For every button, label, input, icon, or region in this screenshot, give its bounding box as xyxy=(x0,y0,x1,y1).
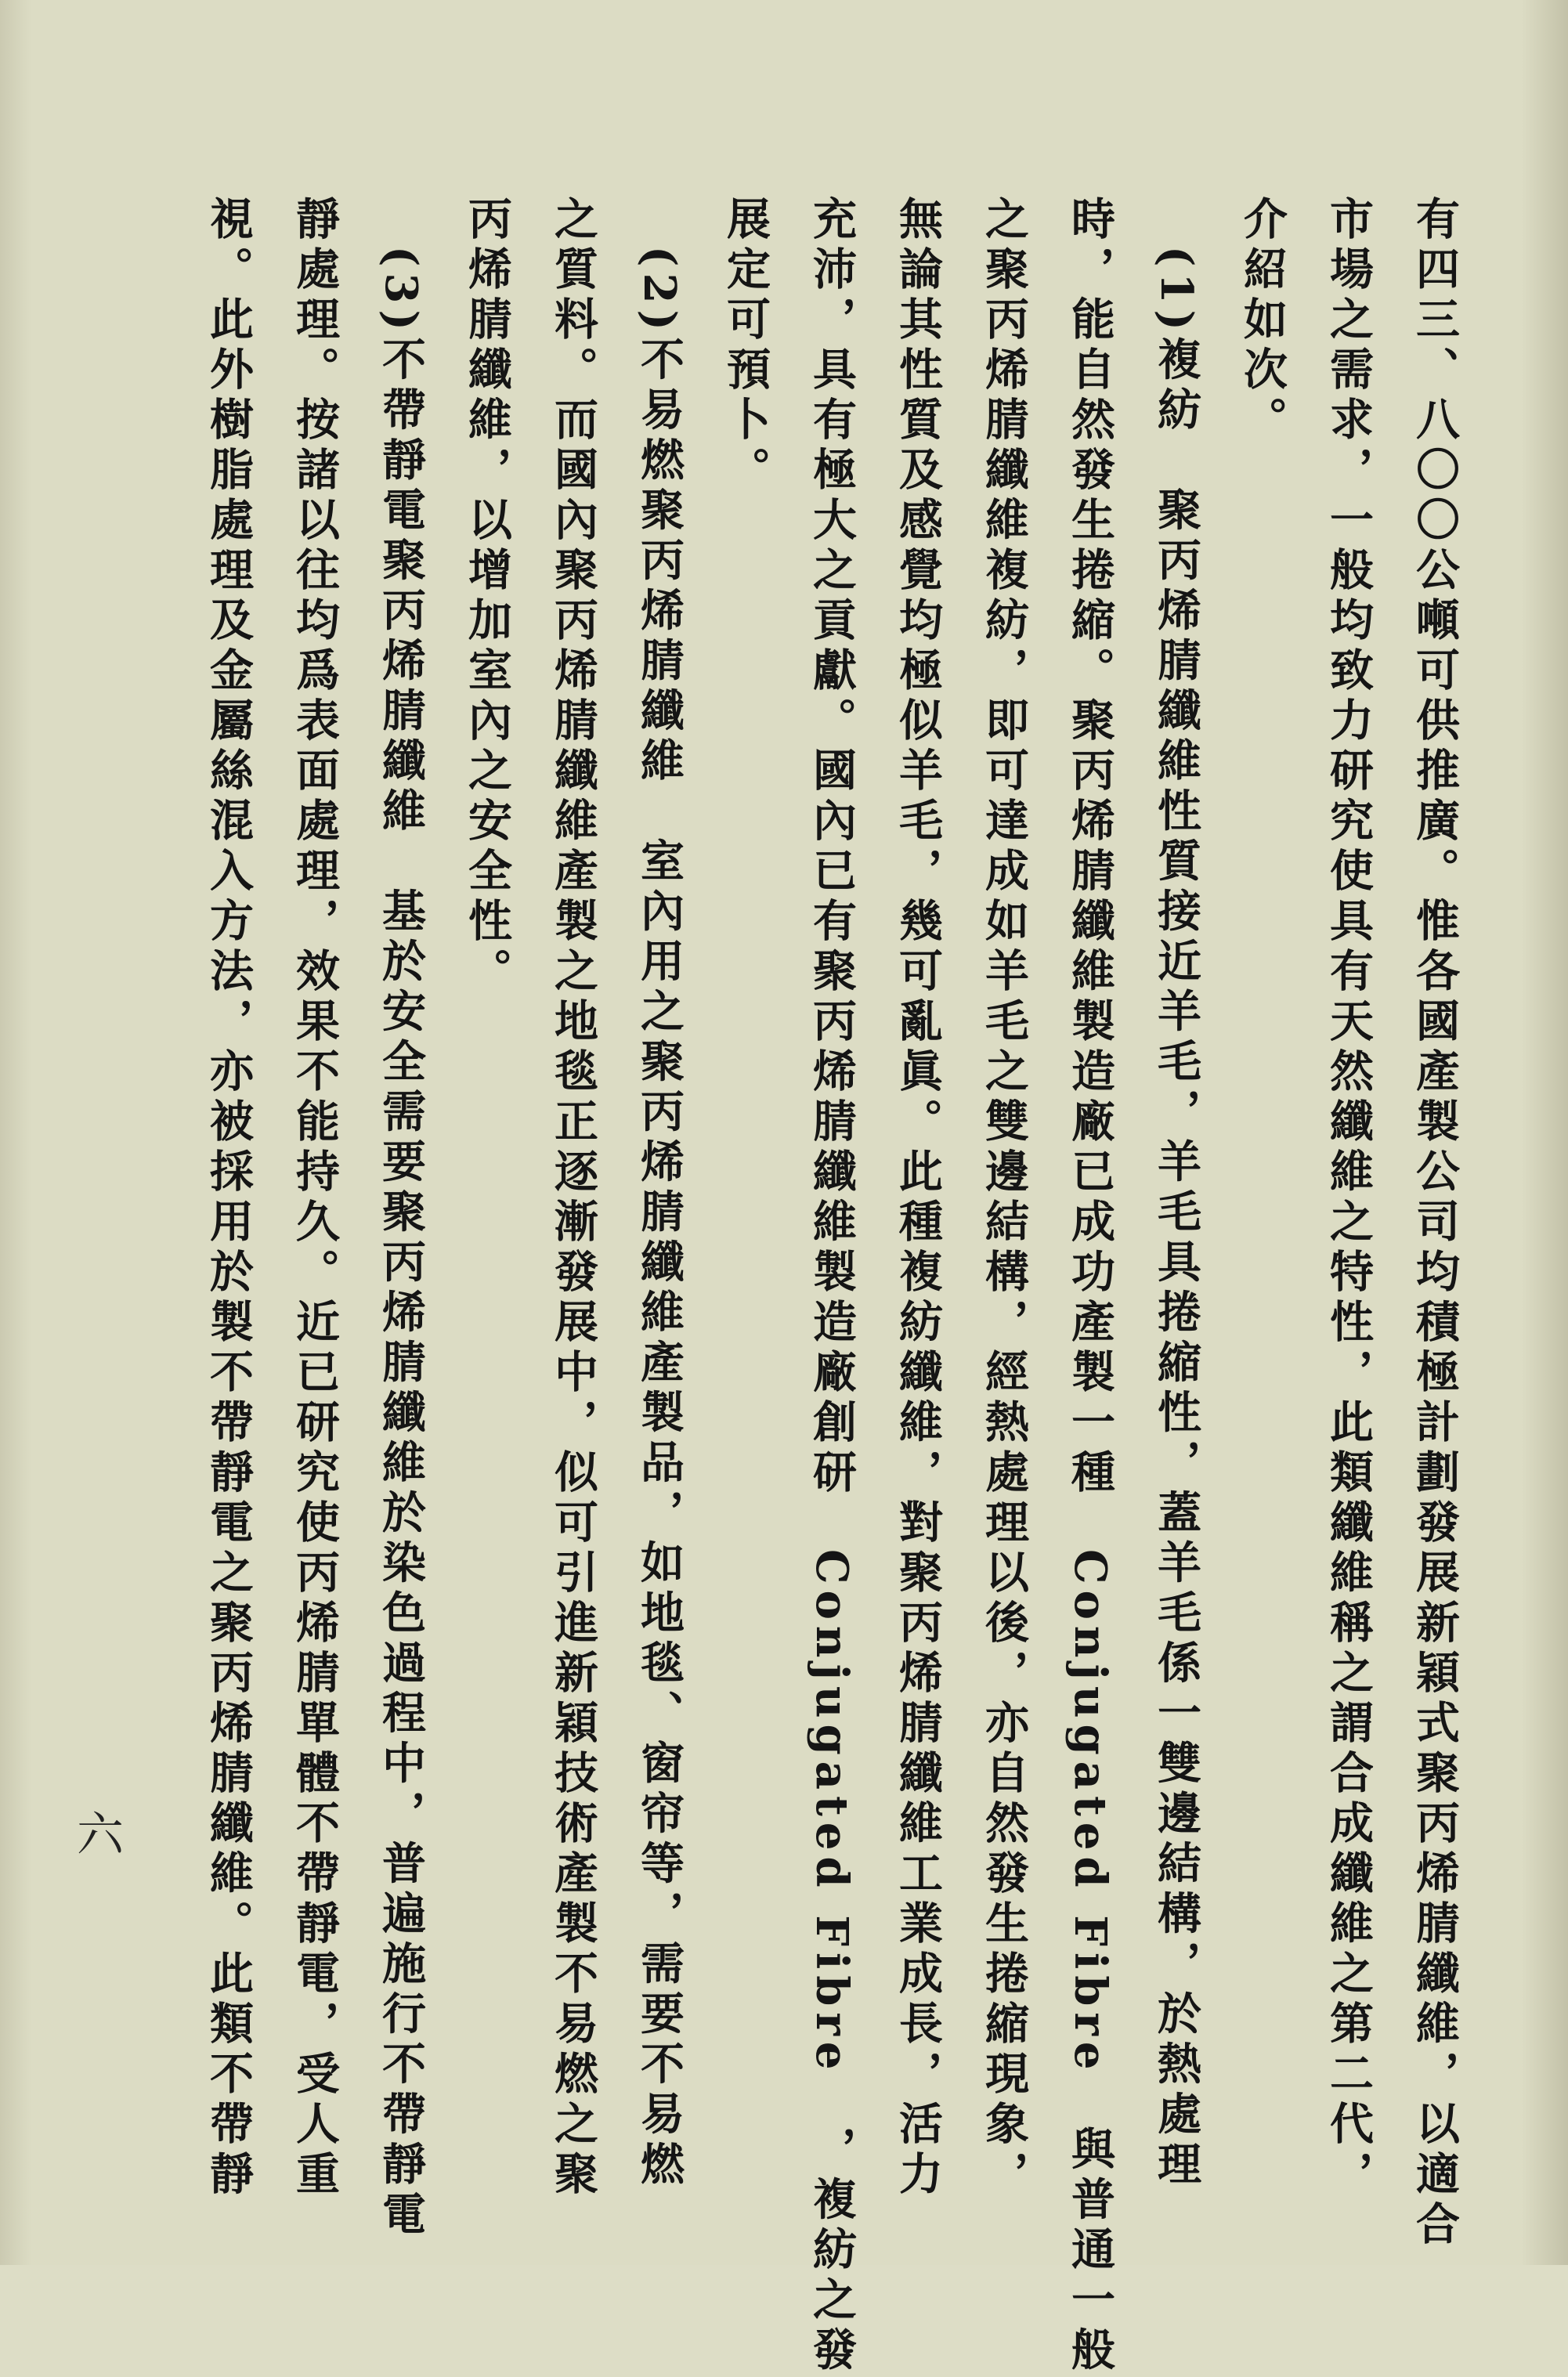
text-column-5: 時，能自然發生捲縮。聚丙烯腈纖維製造廠已成功產製一種 Conjugated Fibre 與普通一般 xyxy=(1064,196,1116,2377)
text-column-15: 視。此外樹脂處理及金屬絲混入方法，亦被採用於製不帶靜電之聚丙烯腈纖維。此類不帶靜 xyxy=(203,196,255,2201)
text-column-8: 充沛，具有極大之貢獻。國內已有聚丙烯腈纖維製造廠創研 Conjugated Fibre ，複紡之發 xyxy=(806,196,858,2377)
text-column-12: 丙烯腈纖維，以增加室內之安全性。 xyxy=(461,196,513,998)
vertical-text-block xyxy=(186,196,1478,2377)
text-column-6: 之聚丙烯腈纖維複紡，即可達成如羊毛之雙邊結構，經熱處理以後，亦自然發生捲縮現象， xyxy=(978,196,1030,2201)
text-column-7: 無論其性質及感覺均極似羊毛，幾可亂眞。此種複紡纖維，對聚丙烯腈纖維工業成長，活力 xyxy=(892,196,944,2201)
text-column-13: (3)不帶靜電聚丙烯腈纖維 基於安全需要聚丙烯腈纖維於染色過程中，普遍施行不帶靜電 xyxy=(375,196,427,2242)
text-column-3: 介紹如次。 xyxy=(1237,196,1288,446)
page-number: 六 xyxy=(69,1809,124,1856)
page-shadow-left xyxy=(0,0,31,2265)
text-column-9: 展定可預卜。 xyxy=(720,196,771,497)
text-column-4: (1)複紡 聚丙烯腈纖維性質接近羊毛，羊毛具捲縮性，蓋羊毛係一雙邊結構，於熱處理 xyxy=(1151,196,1202,2191)
text-column-1: 有四三、八〇〇公噸可供推廣。惟各國產製公司均積極計劃發展新穎式聚丙烯腈纖維，以適合 xyxy=(1409,196,1461,2251)
page-edge-shadow xyxy=(1521,0,1568,2265)
text-column-14: 靜處理。按諸以往均爲表面處理，效果不能持久。近已研究使丙烯腈單體不帶靜電，受人重 xyxy=(289,196,341,2201)
text-column-2: 市場之需求，一般均致力研究使具有天然纖維之特性，此類纖維稱之謂合成纖維之第二代， xyxy=(1323,196,1375,2201)
text-column-10: (2)不易燃聚丙烯腈纖維 室內用之聚丙烯腈纖維產製品，如地毯、窗帘等，需要不易燃 xyxy=(634,196,685,2191)
text-column-11: 之質料。而國內聚丙烯腈纖維產製之地毯正逐漸發展中，似可引進新穎技術產製不易燃之聚 xyxy=(547,196,599,2201)
